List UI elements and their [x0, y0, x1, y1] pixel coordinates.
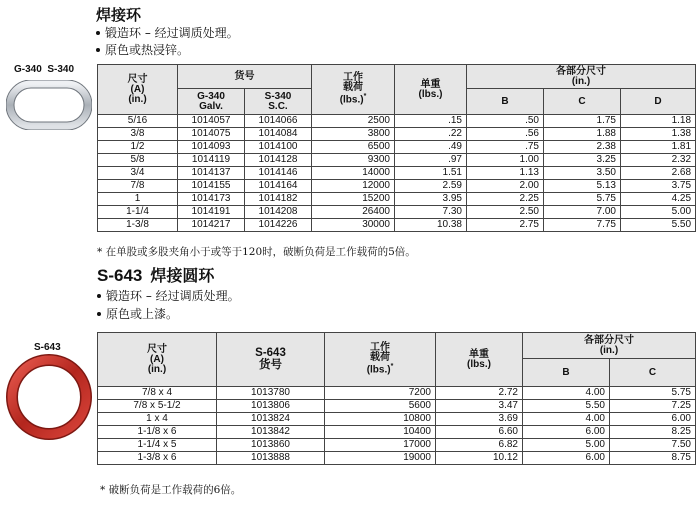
table-cell: 1013806 — [217, 400, 325, 413]
header-size: 尺寸 (A) (in.) — [98, 333, 217, 387]
table-cell: 10.12 — [436, 452, 523, 465]
table-cell: 7.75 — [544, 219, 621, 232]
table-cell: 1014093 — [178, 141, 245, 154]
table-cell: 8.25 — [610, 426, 696, 439]
header-dimensions: 各部分尺寸 (in.) — [523, 333, 696, 359]
table-cell: 4.00 — [523, 413, 610, 426]
table-cell: 1013780 — [217, 387, 325, 400]
table-row — [98, 206, 696, 219]
table-cell: 7/8 x 5-1/2 — [98, 400, 217, 413]
table-cell: 5600 — [325, 400, 436, 413]
table-row — [98, 439, 696, 452]
table-cell: 5/8 — [98, 154, 178, 167]
header-working-load: 工作 载荷 (lbs.)* — [325, 333, 436, 387]
table-cell: 14000 — [312, 167, 395, 180]
section2-footnote: * 破断负荷是工作载荷的6倍。 — [100, 484, 242, 496]
header-part-no: 货号 — [178, 65, 312, 89]
table-cell: 7/8 x 4 — [98, 387, 217, 400]
table-cell: 2.75 — [467, 219, 544, 232]
table-row — [98, 193, 696, 206]
table-cell: 12000 — [312, 180, 395, 193]
oblong-link-image — [6, 80, 92, 130]
table-cell: 30000 — [312, 219, 395, 232]
table-cell: .50 — [467, 115, 544, 128]
table-cell: 1 — [98, 193, 178, 206]
section2-code: S-643 — [97, 266, 143, 285]
table-cell: 1014066 — [245, 115, 312, 128]
table-row — [98, 128, 696, 141]
table-cell: 1014226 — [245, 219, 312, 232]
table-cell: .49 — [395, 141, 467, 154]
table-cell: 5.13 — [544, 180, 621, 193]
table-cell: 3800 — [312, 128, 395, 141]
table-cell: 1014128 — [245, 154, 312, 167]
header-d: D — [621, 89, 696, 115]
table-cell: 1013860 — [217, 439, 325, 452]
table-cell: 1-3/8 — [98, 219, 178, 232]
table-cell: 2.00 — [467, 180, 544, 193]
section1-bullet-1: 锻造环 – 经过调质处理。 — [96, 24, 239, 41]
table-cell: 6.00 — [523, 452, 610, 465]
table-cell: 1.88 — [544, 128, 621, 141]
table-cell: 1014173 — [178, 193, 245, 206]
table-cell: 5.00 — [621, 206, 696, 219]
table-row — [98, 400, 696, 413]
table-cell: 6.00 — [523, 426, 610, 439]
table-cell: 4.00 — [523, 387, 610, 400]
table-cell: 2.32 — [621, 154, 696, 167]
table-row — [98, 452, 696, 465]
table-cell: 2.72 — [436, 387, 523, 400]
table-cell: .75 — [467, 141, 544, 154]
table-row — [98, 167, 696, 180]
header-b: B — [467, 89, 544, 115]
table-cell: 3.69 — [436, 413, 523, 426]
section1-bullet-2: 原色或热浸锌。 — [96, 41, 189, 58]
header-working-load: 工作 载荷 (lbs.)* — [312, 65, 395, 115]
table-cell: 6.60 — [436, 426, 523, 439]
section2-product-label: S-643 — [34, 342, 61, 353]
table-cell: 3.47 — [436, 400, 523, 413]
table-cell: 2.59 — [395, 180, 467, 193]
table-cell: 10800 — [325, 413, 436, 426]
section2-bullet-2: 原色或上漆。 — [97, 305, 178, 322]
header-b: B — [523, 359, 610, 387]
table-cell: 15200 — [312, 193, 395, 206]
table-cell: 26400 — [312, 206, 395, 219]
table-cell: 3/4 — [98, 167, 178, 180]
table-cell: 2500 — [312, 115, 395, 128]
table-cell: 1-3/8 x 6 — [98, 452, 217, 465]
table-cell: 7.25 — [610, 400, 696, 413]
table-cell: 1.13 — [467, 167, 544, 180]
table-cell: 9300 — [312, 154, 395, 167]
section2-heading — [97, 263, 214, 286]
table-cell: 1014208 — [245, 206, 312, 219]
table-cell: 1.00 — [467, 154, 544, 167]
table-row — [98, 154, 696, 167]
table-cell: .56 — [467, 128, 544, 141]
table-row — [98, 413, 696, 426]
table-row — [98, 426, 696, 439]
table-cell: 17000 — [325, 439, 436, 452]
header-g340: G-340 Galv. — [178, 89, 245, 115]
section2-title: 焊接圆环 — [150, 266, 215, 285]
table-cell: 1014164 — [245, 180, 312, 193]
table-cell: 2.38 — [544, 141, 621, 154]
table-cell: 1-1/8 x 6 — [98, 426, 217, 439]
table-cell: 1014119 — [178, 154, 245, 167]
table-cell: 2.68 — [621, 167, 696, 180]
section1-title: 焊接环 — [96, 6, 142, 24]
table-cell: 1.81 — [621, 141, 696, 154]
table-cell: 1 x 4 — [98, 413, 217, 426]
table-cell: .97 — [395, 154, 467, 167]
table-cell: 1014100 — [245, 141, 312, 154]
table-cell: 7200 — [325, 387, 436, 400]
table-row — [98, 115, 696, 128]
table-cell: 1/2 — [98, 141, 178, 154]
table-cell: 6500 — [312, 141, 395, 154]
table-cell: 3.25 — [544, 154, 621, 167]
table-cell: 10.38 — [395, 219, 467, 232]
table-cell: 5/16 — [98, 115, 178, 128]
table-cell: 1014075 — [178, 128, 245, 141]
table-cell: 1014182 — [245, 193, 312, 206]
table-cell: 1.18 — [621, 115, 696, 128]
table-cell: 1-1/4 — [98, 206, 178, 219]
table-row — [98, 180, 696, 193]
table-cell: 7.50 — [610, 439, 696, 452]
table-cell: 1014191 — [178, 206, 245, 219]
table-cell: 3/8 — [98, 128, 178, 141]
table-cell: 7.30 — [395, 206, 467, 219]
table-cell: 1.51 — [395, 167, 467, 180]
table-cell: 4.25 — [621, 193, 696, 206]
header-weight: 单重 (lbs.) — [436, 333, 523, 387]
header-size: 尺寸 (A) (in.) — [98, 65, 178, 115]
table-cell: 7/8 — [98, 180, 178, 193]
table-cell: 7.00 — [544, 206, 621, 219]
table-cell: .22 — [395, 128, 467, 141]
table-row — [98, 219, 696, 232]
header-part-no: S-643 货号 — [217, 333, 325, 387]
table-cell: .15 — [395, 115, 467, 128]
section2-spec-table — [97, 332, 696, 465]
table-cell: 1.75 — [544, 115, 621, 128]
round-ring-image — [2, 352, 96, 442]
table-cell: 5.75 — [544, 193, 621, 206]
header-weight: 单重 (lbs.) — [395, 65, 467, 115]
table-row — [98, 387, 696, 400]
table-cell: 5.50 — [621, 219, 696, 232]
section1-footnote: * 在单股或多股夹角小于或等于120时，破断负荷是工作载荷的5倍。 — [97, 246, 416, 258]
table-cell: 2.50 — [467, 206, 544, 219]
table-cell: 3.95 — [395, 193, 467, 206]
table-cell: 1014217 — [178, 219, 245, 232]
section2-bullet-1: 锻造环 – 经过调质处理。 — [97, 287, 240, 304]
table-cell: 1-1/4 x 5 — [98, 439, 217, 452]
table-cell: 19000 — [325, 452, 436, 465]
table-cell: 8.75 — [610, 452, 696, 465]
section1-spec-table — [97, 64, 696, 232]
header-s340: S-340 S.C. — [245, 89, 312, 115]
table-cell: 1014137 — [178, 167, 245, 180]
table-row — [98, 141, 696, 154]
table-cell: 3.75 — [621, 180, 696, 193]
header-c: C — [610, 359, 696, 387]
table-cell: 5.50 — [523, 400, 610, 413]
table-cell: 1014084 — [245, 128, 312, 141]
table-cell: 5.75 — [610, 387, 696, 400]
header-dimensions: 各部分尺寸 (in.) — [467, 65, 696, 89]
table-cell: 1013824 — [217, 413, 325, 426]
table-cell: 1014146 — [245, 167, 312, 180]
table-cell: 1013842 — [217, 426, 325, 439]
table-cell: 2.25 — [467, 193, 544, 206]
table-cell: 1013888 — [217, 452, 325, 465]
table-cell: 1014057 — [178, 115, 245, 128]
table-cell: 3.50 — [544, 167, 621, 180]
header-c: C — [544, 89, 621, 115]
table-cell: 1014155 — [178, 180, 245, 193]
table-cell: 6.00 — [610, 413, 696, 426]
table-cell: 6.82 — [436, 439, 523, 452]
table-cell: 1.38 — [621, 128, 696, 141]
section1-product-label: G-340 S-340 — [14, 64, 75, 75]
table-cell: 5.00 — [523, 439, 610, 452]
table-cell: 10400 — [325, 426, 436, 439]
